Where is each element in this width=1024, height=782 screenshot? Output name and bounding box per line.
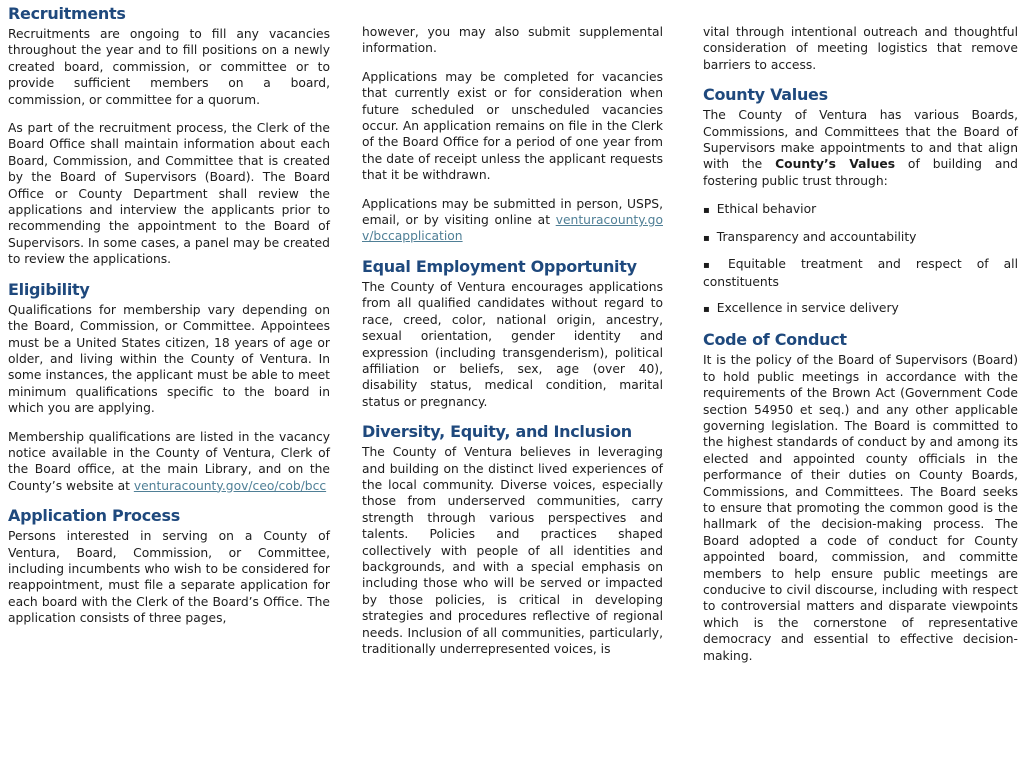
applications-submitted-text: Applications may be submitted in person, USPS, email, or by visiting online at bbox=[362, 196, 663, 228]
section-heading-recruitments: Recruitments bbox=[8, 4, 126, 23]
list-item bbox=[703, 229, 1018, 247]
applications-completed-paragraph: Applications may be completed for vacancies that currently exist or for consideration when future scheduled or unscheduled vacancies occur. An application remains on file in the Clerk of the Board Office for a period of one year from the date of receipt unless the applicant requests that it be withdrawn. bbox=[362, 69, 663, 183]
county-values-bullet-list bbox=[703, 201, 1018, 318]
application-paragraph-1: Persons interested in serving on a County of Ventura, Board, Commission, or Committee, including incumbents who wish to be considered for reappointment, must file a separate application for each board with the Clerk of the Board’s Office. The application consists of three pages, bbox=[8, 529, 330, 626]
column-right bbox=[703, 4, 1018, 782]
section-heading-code-of-conduct: Code of Conduct bbox=[703, 330, 847, 350]
list-item bbox=[703, 300, 1018, 318]
link-venturacounty-bccapplication[interactable]: venturacounty.gov/bccapplication bbox=[362, 213, 663, 244]
square-bullet-icon: ▪ bbox=[703, 205, 710, 217]
section-heading-county-values: County Values bbox=[703, 85, 828, 105]
section-heading-eligibility: Eligibility bbox=[8, 279, 90, 299]
bullet-text: Excellence in service delivery bbox=[716, 300, 899, 315]
eeo-paragraph-1: The County of Ventura encourages applications from all qualified candidates without regard to race, creed, color, national origin, ancestry, sexual orientation, gender identity and expression (including transgenderism), political affiliation or beliefs, sex, age (over 40), disability status, medical condition, marital status or pregnancy. bbox=[362, 279, 663, 409]
bullet-text: Equitable treatment and respect of all constituents bbox=[703, 257, 1019, 290]
list-item bbox=[703, 256, 1018, 291]
applications-submitted-paragraph bbox=[362, 196, 663, 245]
continuation-paragraph: vital through intentional outreach and thoughtful consideration of meeting logistics that remove barriers to access. bbox=[703, 25, 1018, 72]
section-heading-diversity-equity-inclusion: Diversity, Equity, and Inclusion bbox=[362, 422, 632, 442]
section-heading-application-process: Application Process bbox=[8, 506, 180, 526]
county-values-text-before: The County of Ventura has various Boards, Commissions, and Committees that the Board of Supervisors make appointments to and that align with the bbox=[703, 108, 1018, 172]
square-bullet-icon: ▪ bbox=[703, 232, 710, 244]
code-of-conduct-paragraph: It is the policy of the Board of Supervisors (Board) to hold public meetings in accordance with the requirements of the Brown Act (Government Code section 54950 et seq.) and any other applicable governing legislation. The Board is committed to the highest standards of conduct by and among its elected and appointed county officials in the performance of their duties on County Boards, Commissions, and Committees. The Board seeks to ensure that promoting the common good is the hallmark of the decision-making process. The Board adopted a code of conduct for County appointed board, commission, and committe members to help ensure public meetings are conducive to civil discourse, including with respect to controversial matters and disparate viewpoints which is the cornerstone of representative democracy and essential to effective decision-making. bbox=[703, 353, 1018, 663]
link-venturacounty-ceo-cob-bcc[interactable]: venturacounty.gov/ceo/cob/bcc bbox=[133, 478, 327, 493]
county-values-text-after: of building and fostering public trust through: bbox=[703, 157, 1018, 188]
dei-paragraph-1: The County of Ventura believes in leveraging and building on the distinct lived experiences of the local community. Diverse voices, especially those from underserved communities, carry strength through various perspectives and talents. Policies and practices shaped collectively with people of all identities and backgrounds, and with a special emphasis on including those who will be served or impacted by those policies, is critical in developing strategies and procedures reflective of regional needs. Inclusion of all communities, particularly, traditionally underrepresented voices, is bbox=[362, 445, 663, 656]
column-middle bbox=[362, 4, 663, 782]
eligibility-paragraph-2 bbox=[8, 429, 330, 495]
recruitments-paragraph-2: As part of the recruitment process, the Clerk of the Board Office shall maintain information about each Board, Commission, and Committee that is created by the Board of Supervisors (Board). The Board Office or County Department shall review the applications and interview the applicants prior to recommending the appointment to the Board of Supervisors. In some cases, a panel may be created to review the applications. bbox=[8, 121, 330, 267]
eligibility-paragraph-2-text: Membership qualifications are listed in the vacancy notice available in the County of Ventura, Clerk of the Board office, at the main Library, and on the County’s website at bbox=[8, 429, 330, 493]
square-bullet-icon: ▪ bbox=[703, 260, 721, 272]
continuation-paragraph: however, you may also submit supplemental information. bbox=[362, 25, 663, 56]
recruitments-paragraph-1: Recruitments are ongoing to fill any vacancies throughout the year and to fill positions on a newly created board, commission, or committee or to provide sufficient members on a board, commission, or committee for a quorum. bbox=[8, 27, 330, 107]
bullet-text: Ethical behavior bbox=[716, 202, 817, 217]
square-bullet-icon: ▪ bbox=[703, 303, 710, 315]
list-item bbox=[703, 201, 1018, 219]
bullet-text: Transparency and accountability bbox=[716, 229, 917, 244]
section-heading-equal-employment-opportunity: Equal Employment Opportunity bbox=[362, 256, 637, 276]
county-values-bold-text: County’s Values bbox=[775, 157, 896, 172]
eligibility-paragraph-1: Qualifications for membership vary depending on the Board, Commission, or Committee. Appointees must be a United States citizen, 18 years of age or older, and living within the County of Ventura. In some instances, the applicant must be able to meet minimum qualifications specific to the board in which you are applying. bbox=[8, 302, 330, 416]
column-left bbox=[8, 4, 330, 782]
county-values-paragraph bbox=[703, 107, 1018, 189]
